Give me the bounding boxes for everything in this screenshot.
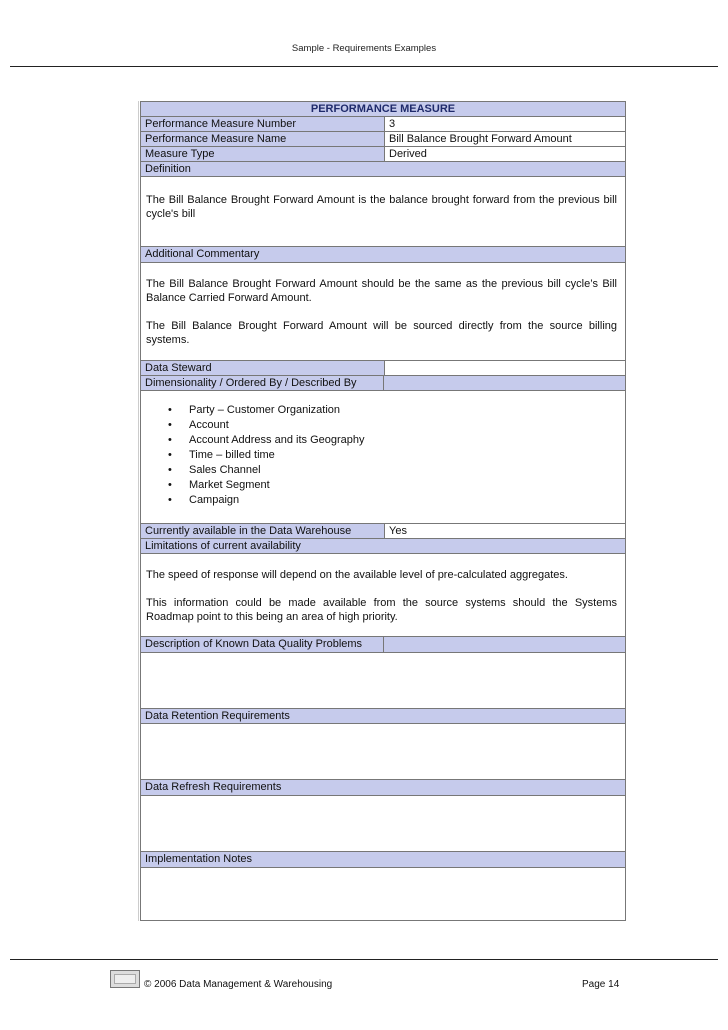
footer-logo bbox=[110, 970, 140, 988]
table-title: PERFORMANCE MEASURE bbox=[310, 103, 456, 115]
footer-page-number: Page 14 bbox=[582, 979, 620, 990]
footer-divider bbox=[10, 959, 718, 960]
measure-type-value: Derived bbox=[384, 147, 625, 161]
implementation-header bbox=[141, 851, 625, 867]
table-row bbox=[141, 116, 625, 131]
retention-label: Data Retention Requirements bbox=[145, 710, 290, 722]
refresh-header bbox=[141, 779, 625, 795]
table-left-shadow-line bbox=[138, 101, 139, 921]
table-row bbox=[141, 131, 625, 146]
definition-text: The Bill Balance Brought Forward Amount is the balance brought forward from the previous bill cycle's bill bbox=[146, 194, 617, 220]
measure-number-label: Performance Measure Number bbox=[145, 118, 297, 130]
commentary-paragraph-2: The Bill Balance Brought Forward Amount will be sourced directly from the source billing systems. bbox=[146, 320, 617, 346]
availability-label: Currently available in the Data Warehouse bbox=[141, 524, 384, 538]
implementation-label: Implementation Notes bbox=[145, 853, 252, 865]
quality-label: Description of Known Data Quality Problems bbox=[141, 637, 384, 652]
commentary-paragraph-1: The Bill Balance Brought Forward Amount should be the same as the previous bill cycle’s Bill Balance Carried Forward Amount. bbox=[146, 278, 617, 304]
data-steward-label: Data Steward bbox=[141, 361, 384, 375]
measure-number-value: 3 bbox=[384, 117, 625, 131]
header-divider bbox=[10, 66, 718, 67]
commentary-body bbox=[141, 262, 625, 360]
dimensionality-label: Dimensionality / Ordered By / Described By bbox=[141, 376, 384, 390]
commentary-header bbox=[141, 246, 625, 262]
limitations-body bbox=[141, 553, 625, 636]
data-steward-row bbox=[141, 360, 625, 375]
commentary-label: Additional Commentary bbox=[145, 248, 260, 260]
measure-type-label: Measure Type bbox=[145, 148, 215, 160]
definition-label: Definition bbox=[145, 163, 191, 175]
data-steward-value bbox=[384, 361, 625, 375]
page-header-title: Sample - Requirements Examples bbox=[291, 43, 437, 54]
measure-name-value: Bill Balance Brought Forward Amount bbox=[384, 132, 625, 146]
refresh-body bbox=[141, 795, 625, 851]
limitations-paragraph-1: The speed of response will depend on the available level of pre-calculated aggregates. bbox=[146, 569, 568, 581]
performance-measure-table bbox=[140, 101, 626, 921]
limitations-paragraph-2: This information could be made available from the source systems should the Systems Roadmap point to this being an area of high priority. bbox=[146, 597, 617, 623]
dimensionality-header bbox=[141, 375, 625, 390]
implementation-body bbox=[141, 867, 625, 921]
availability-row bbox=[141, 523, 625, 538]
retention-body bbox=[141, 723, 625, 779]
limitations-header bbox=[141, 538, 625, 553]
quality-header bbox=[141, 636, 625, 652]
measure-name-label: Performance Measure Name bbox=[145, 133, 287, 145]
retention-header bbox=[141, 708, 625, 723]
definition-header bbox=[141, 161, 625, 176]
definition-body bbox=[141, 176, 625, 246]
quality-body bbox=[141, 652, 625, 708]
refresh-label: Data Refresh Requirements bbox=[145, 781, 282, 793]
footer-copyright: © 2006 Data Management & Warehousing bbox=[144, 979, 333, 990]
table-title-row bbox=[141, 101, 625, 116]
table-row bbox=[141, 146, 625, 161]
availability-value: Yes bbox=[384, 524, 625, 538]
limitations-label: Limitations of current availability bbox=[145, 540, 301, 552]
